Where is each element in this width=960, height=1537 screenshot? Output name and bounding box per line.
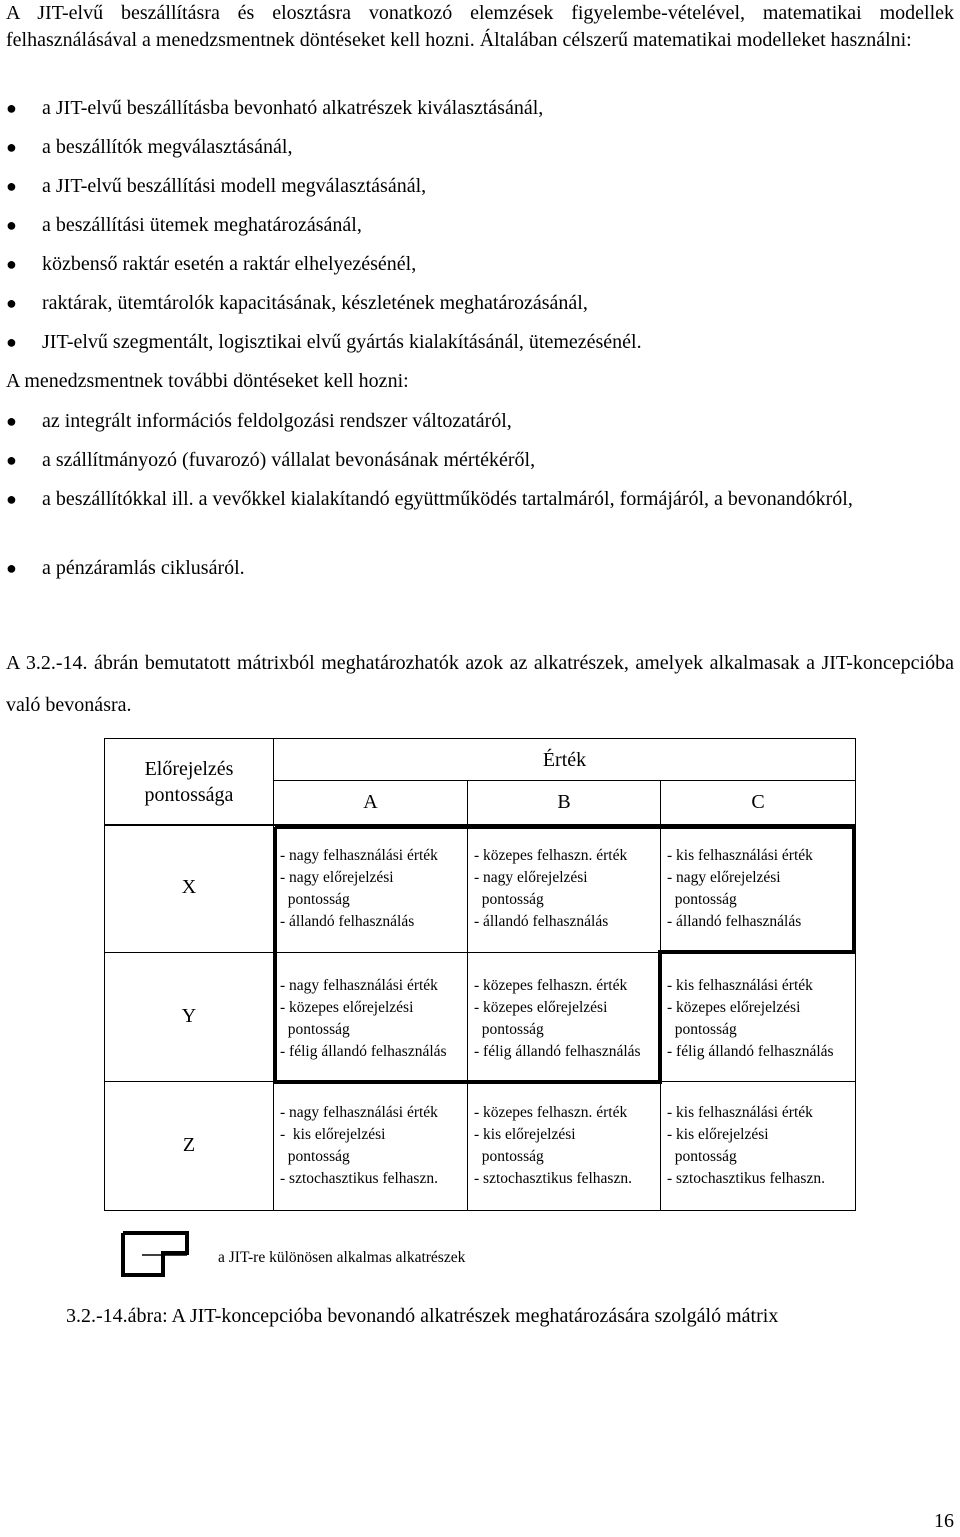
col-header-c: C	[751, 791, 765, 813]
row-label-x: X	[181, 876, 197, 898]
col-header-b: B	[557, 791, 571, 813]
row-label-y: Y	[181, 1005, 197, 1027]
bullet-icon: ●	[6, 489, 17, 509]
cell-text: - kis felhasználási érték - közepes előrejelzési pontosság - félig állandó felhasználás	[667, 977, 834, 1060]
bullet-icon: ●	[6, 254, 17, 274]
corner-label: Előrejelzés pontossága	[144, 758, 234, 806]
legend-icon	[120, 1230, 200, 1280]
cell-text: - nagy felhasználási érték - nagy előrejelzési pontosság - állandó felhasználás	[280, 847, 438, 930]
cell-text: - közepes felhaszn. érték - nagy előrejelzési pontosság - állandó felhasználás	[474, 847, 628, 930]
jit-region-border	[275, 827, 854, 1082]
cell-text: - közepes felhaszn. érték - közepes előrejelzési pontosság - félig állandó felhasználás	[474, 977, 641, 1060]
page-number: 16	[934, 1510, 954, 1532]
bullet-icon: ●	[6, 411, 17, 431]
intro-paragraph: A JIT-elvű beszállításra és elosztásra vonatkozó elemzések figyelembe-vételével, matematikai modellek felhasználásával a menedzsmentnek döntéseket kell hozni. Általában célszerű matematikai modelleket használni:	[6, 2, 954, 51]
row-label-z: Z	[182, 1134, 196, 1156]
bullet-icon: ●	[6, 98, 17, 118]
paragraph-2: A menedzsmentnek további döntéseket kell hozni:	[6, 370, 409, 392]
cell-text: - nagy felhasználási érték - kis előrejelzési pontosság - sztochasztikus felhaszn.	[280, 1104, 438, 1187]
figure-caption: 3.2.-14.ábra: A JIT-koncepcióba bevonandó alkatrészek meghatározására szolgáló mátrix	[66, 1305, 779, 1327]
bullet-icon: ●	[6, 558, 17, 578]
paragraph-3: A 3.2.-14. ábrán bemutatott mátrixból meghatározhatók azok az alkatrészek, amelyek alkalmasak a JIT-koncepcióba való bevonásra.	[6, 652, 954, 716]
cell-text: - kis felhasználási érték - kis előrejelzési pontosság - sztochasztikus felhaszn.	[667, 1104, 825, 1187]
legend-label: a JIT-re különösen alkalmas alkatrészek	[218, 1249, 466, 1266]
bullet-icon: ●	[6, 293, 17, 313]
bullet-icon: ●	[6, 215, 17, 235]
value-header: Érték	[542, 749, 587, 771]
cell-text: - nagy felhasználási érték - közepes előrejelzési pontosság - félig állandó felhasználás	[280, 977, 447, 1060]
bullet-icon: ●	[6, 450, 17, 470]
cell-text: - kis felhasználási érték - nagy előrejelzési pontosság - állandó felhasználás	[667, 847, 813, 930]
cell-text: - közepes felhaszn. érték - kis előrejelzési pontosság - sztochasztikus felhaszn.	[474, 1104, 632, 1187]
bullet-icon: ●	[6, 332, 17, 352]
col-header-a: A	[363, 791, 378, 813]
bullet-icon: ●	[6, 137, 17, 157]
bullet-icon: ●	[6, 176, 17, 196]
